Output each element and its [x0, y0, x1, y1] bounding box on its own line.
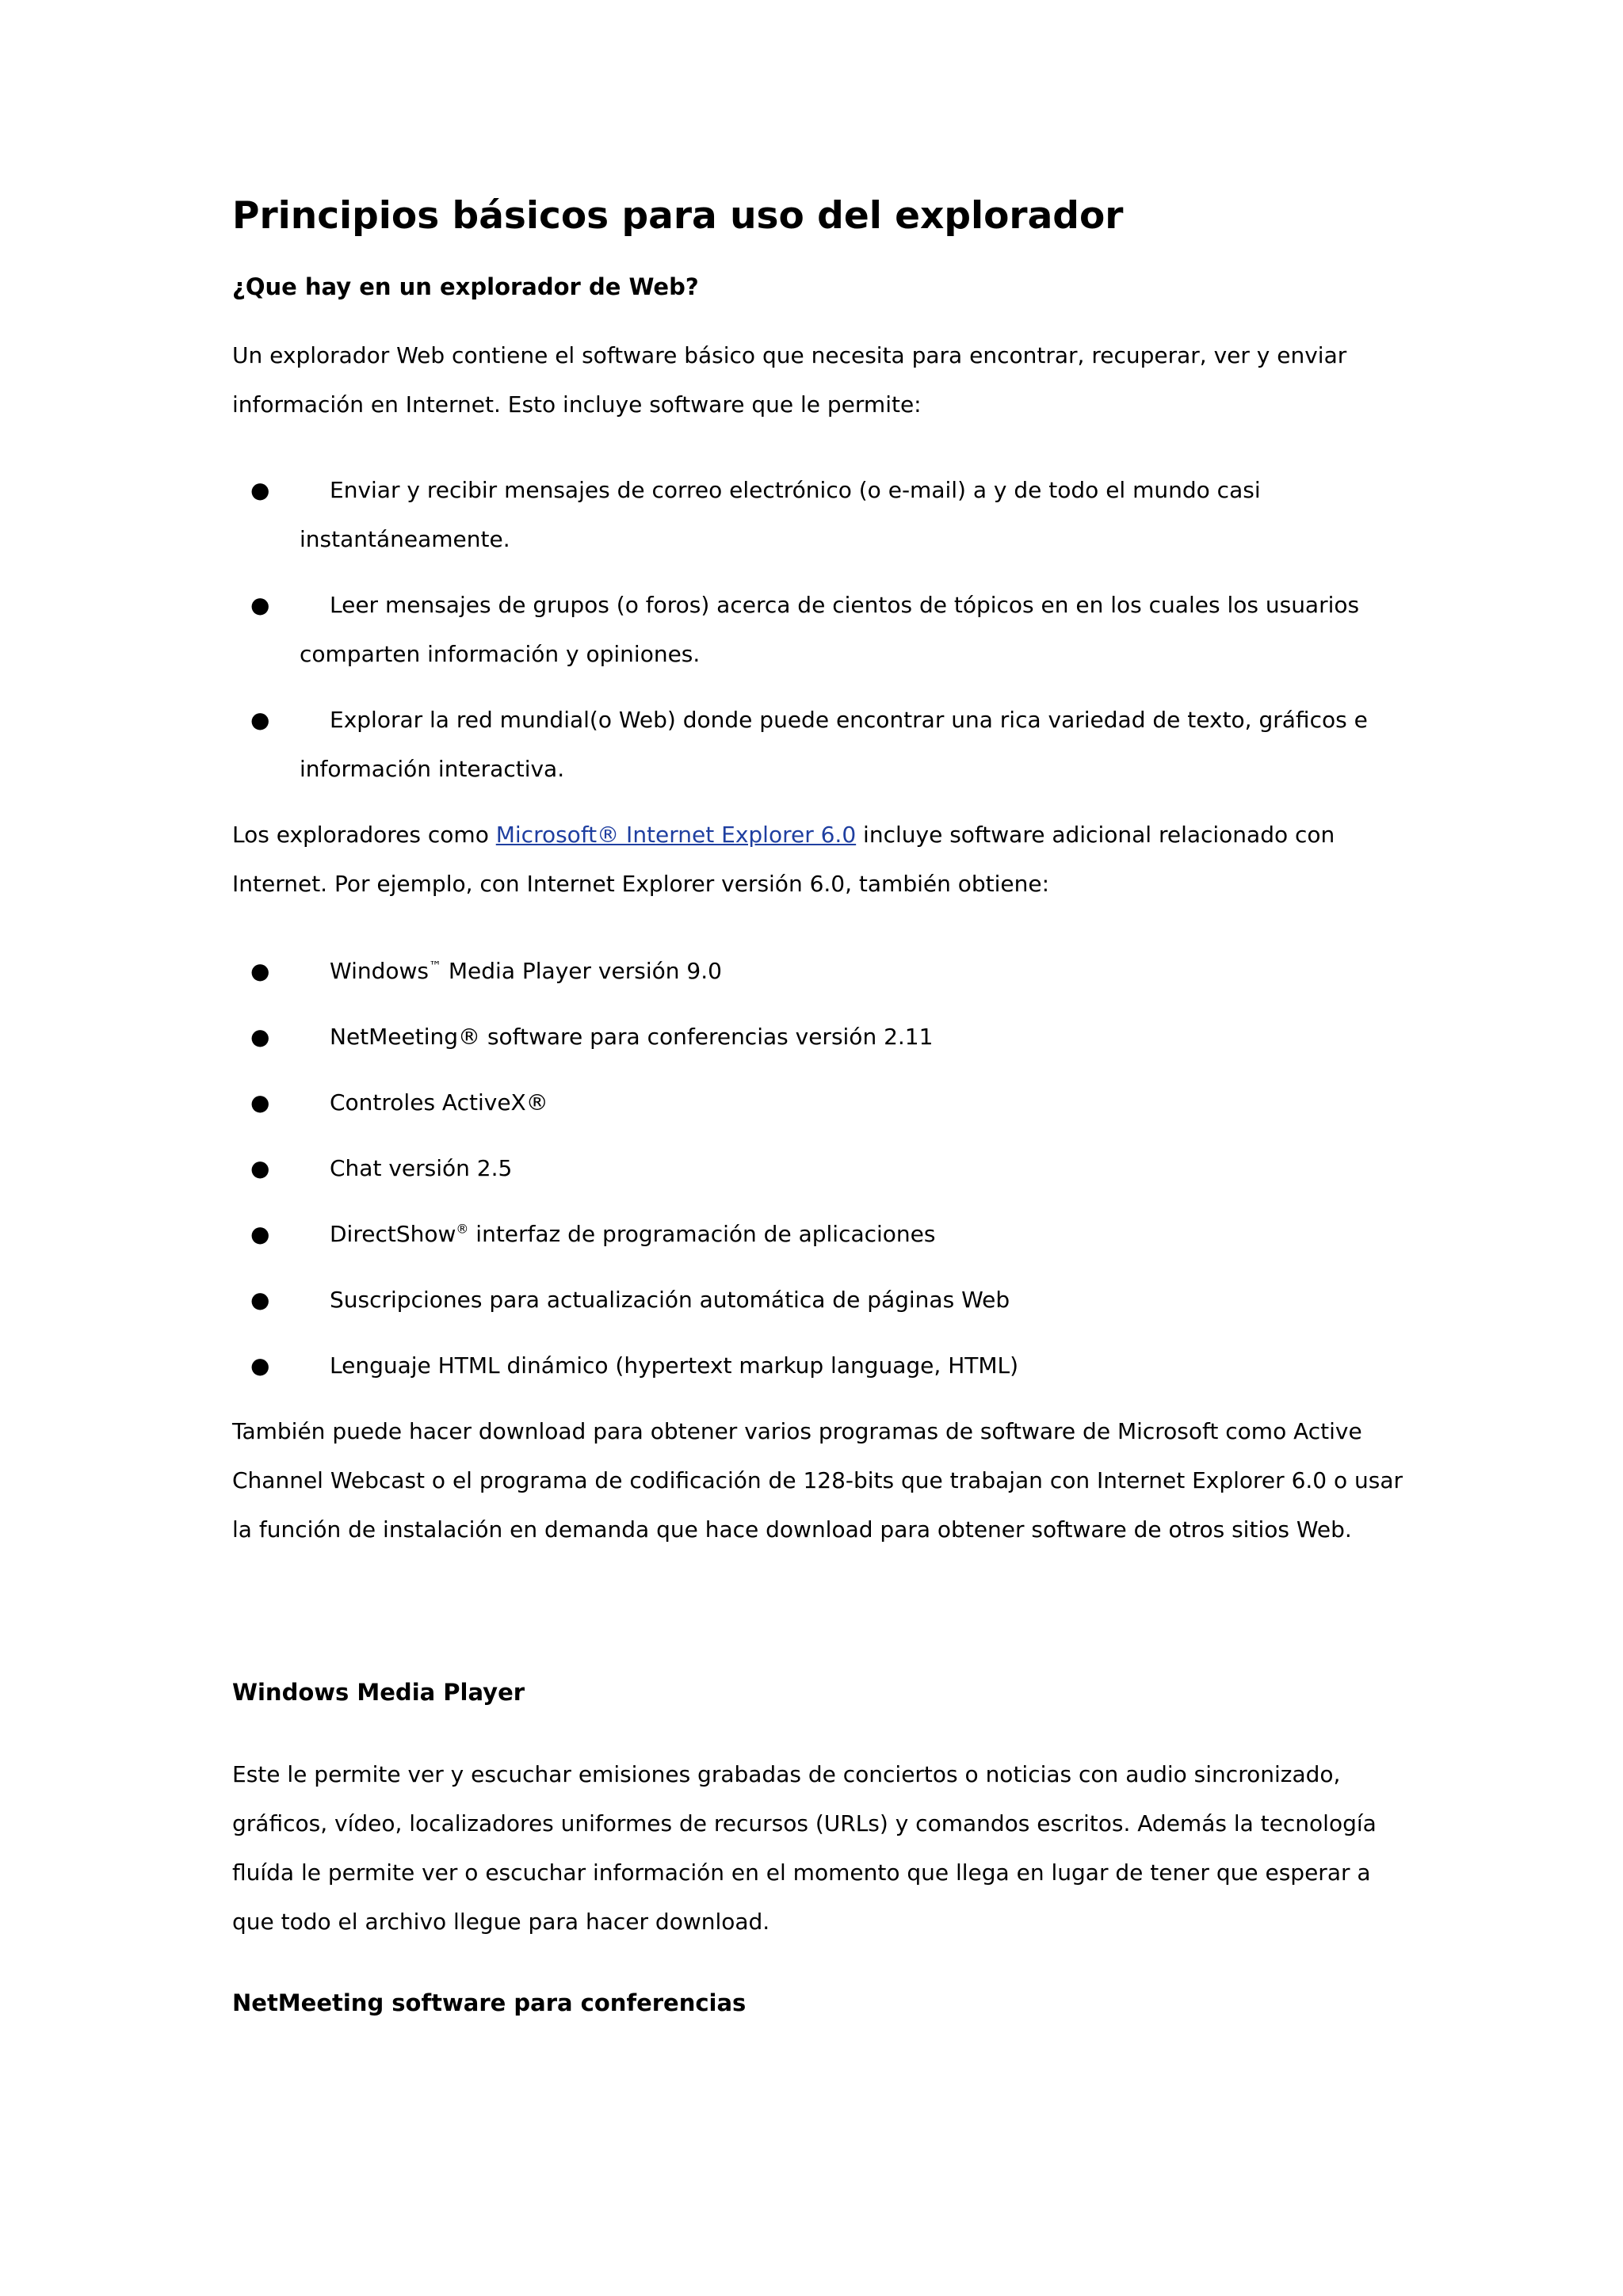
- explorers-paragraph: [232, 810, 1405, 909]
- list-item-text: Leer mensajes de grupos (o foros) acerca de cientos de tópicos en en los cuales los usuarios comparten información y opiniones.: [300, 592, 1360, 667]
- bullet-icon: ●: [250, 1089, 270, 1116]
- bullet-icon: ●: [250, 707, 270, 733]
- list-item: [250, 1210, 1405, 1259]
- explorers-text-start: Los exploradores como: [232, 822, 496, 848]
- list-item: [250, 581, 1405, 679]
- list-item: [250, 1144, 1405, 1193]
- feature-text: Windows™ Media Player versión 9.0: [330, 958, 722, 984]
- list-item: [250, 947, 1405, 996]
- bullet-icon: ●: [250, 1155, 270, 1181]
- section-heading-media-player: Windows Media Player: [232, 1679, 525, 1706]
- bullet-icon: ●: [250, 592, 270, 618]
- list-item: [250, 696, 1405, 794]
- download-paragraph: También puede hacer download para obtener varios programas de software de Microsoft como Active Channel Webcast o el programa de codificación de 128-bits que trabajan con Internet Explorer 6.0 o usar la función de instalación en demanda que hace download para obtener software de otros sitios Web.: [232, 1418, 1403, 1543]
- feature-text: NetMeeting® software para conferencias versión 2.11: [330, 1024, 934, 1050]
- list-item: [250, 1341, 1405, 1390]
- section-heading-netmeeting: NetMeeting software para conferencias: [232, 1989, 747, 2016]
- feature-text: Lenguaje HTML dinámico (hypertext markup language, HTML): [330, 1352, 1019, 1379]
- feature-text: DirectShow® interfaz de programación de aplicaciones: [330, 1221, 936, 1247]
- bullet-icon: ●: [250, 958, 270, 984]
- list-item: [250, 1078, 1405, 1127]
- feature-text: Chat versión 2.5: [330, 1155, 513, 1181]
- list-item-text: Enviar y recibir mensajes de correo electrónico (o e-mail) a y de todo el mundo casi instantáneamente.: [300, 477, 1261, 552]
- list-item: [250, 466, 1405, 564]
- bullet-icon: ●: [250, 1024, 270, 1050]
- bullet-icon: ●: [250, 1352, 270, 1379]
- page-title: Principios básicos para uso del explorador: [232, 194, 1124, 238]
- explorers-text-end: incluye software adicional relacionado con Internet. Por ejemplo, con Internet Explorer versión 6.0, también obtiene:: [232, 822, 1335, 897]
- bullet-icon: ●: [250, 1221, 270, 1247]
- list-item: [250, 1013, 1405, 1062]
- section-heading-browser-contents: ¿Que hay en un explorador de Web?: [232, 273, 699, 300]
- intro-paragraph: Un explorador Web contiene el software básico que necesita para encontrar, recuperar, ver y enviar información en Internet. Esto incluye software que le permite:: [232, 342, 1347, 418]
- bullet-icon: ●: [250, 1287, 270, 1313]
- list-item: [250, 1276, 1405, 1325]
- media-player-paragraph: Este le permite ver y escuchar emisiones grabadas de conciertos o noticias con audio sincronizado, gráficos, vídeo, localizadores uniformes de recursos (URLs) y comandos escritos. Además la tecnología fluída le permite ver o escuchar información en el momento que llega en lugar de tener que esperar a que todo el archivo llegue para hacer download.: [232, 1761, 1377, 1935]
- feature-text: Suscripciones para actualización automática de páginas Web: [330, 1287, 1010, 1313]
- bullet-icon: ●: [250, 477, 270, 503]
- internet-explorer-link[interactable]: Microsoft® Internet Explorer 6.0: [495, 822, 857, 848]
- feature-text: Controles ActiveX®: [330, 1089, 548, 1116]
- list-item-text: Explorar la red mundial(o Web) donde puede encontrar una rica variedad de texto, gráficos e información interactiva.: [300, 707, 1368, 782]
